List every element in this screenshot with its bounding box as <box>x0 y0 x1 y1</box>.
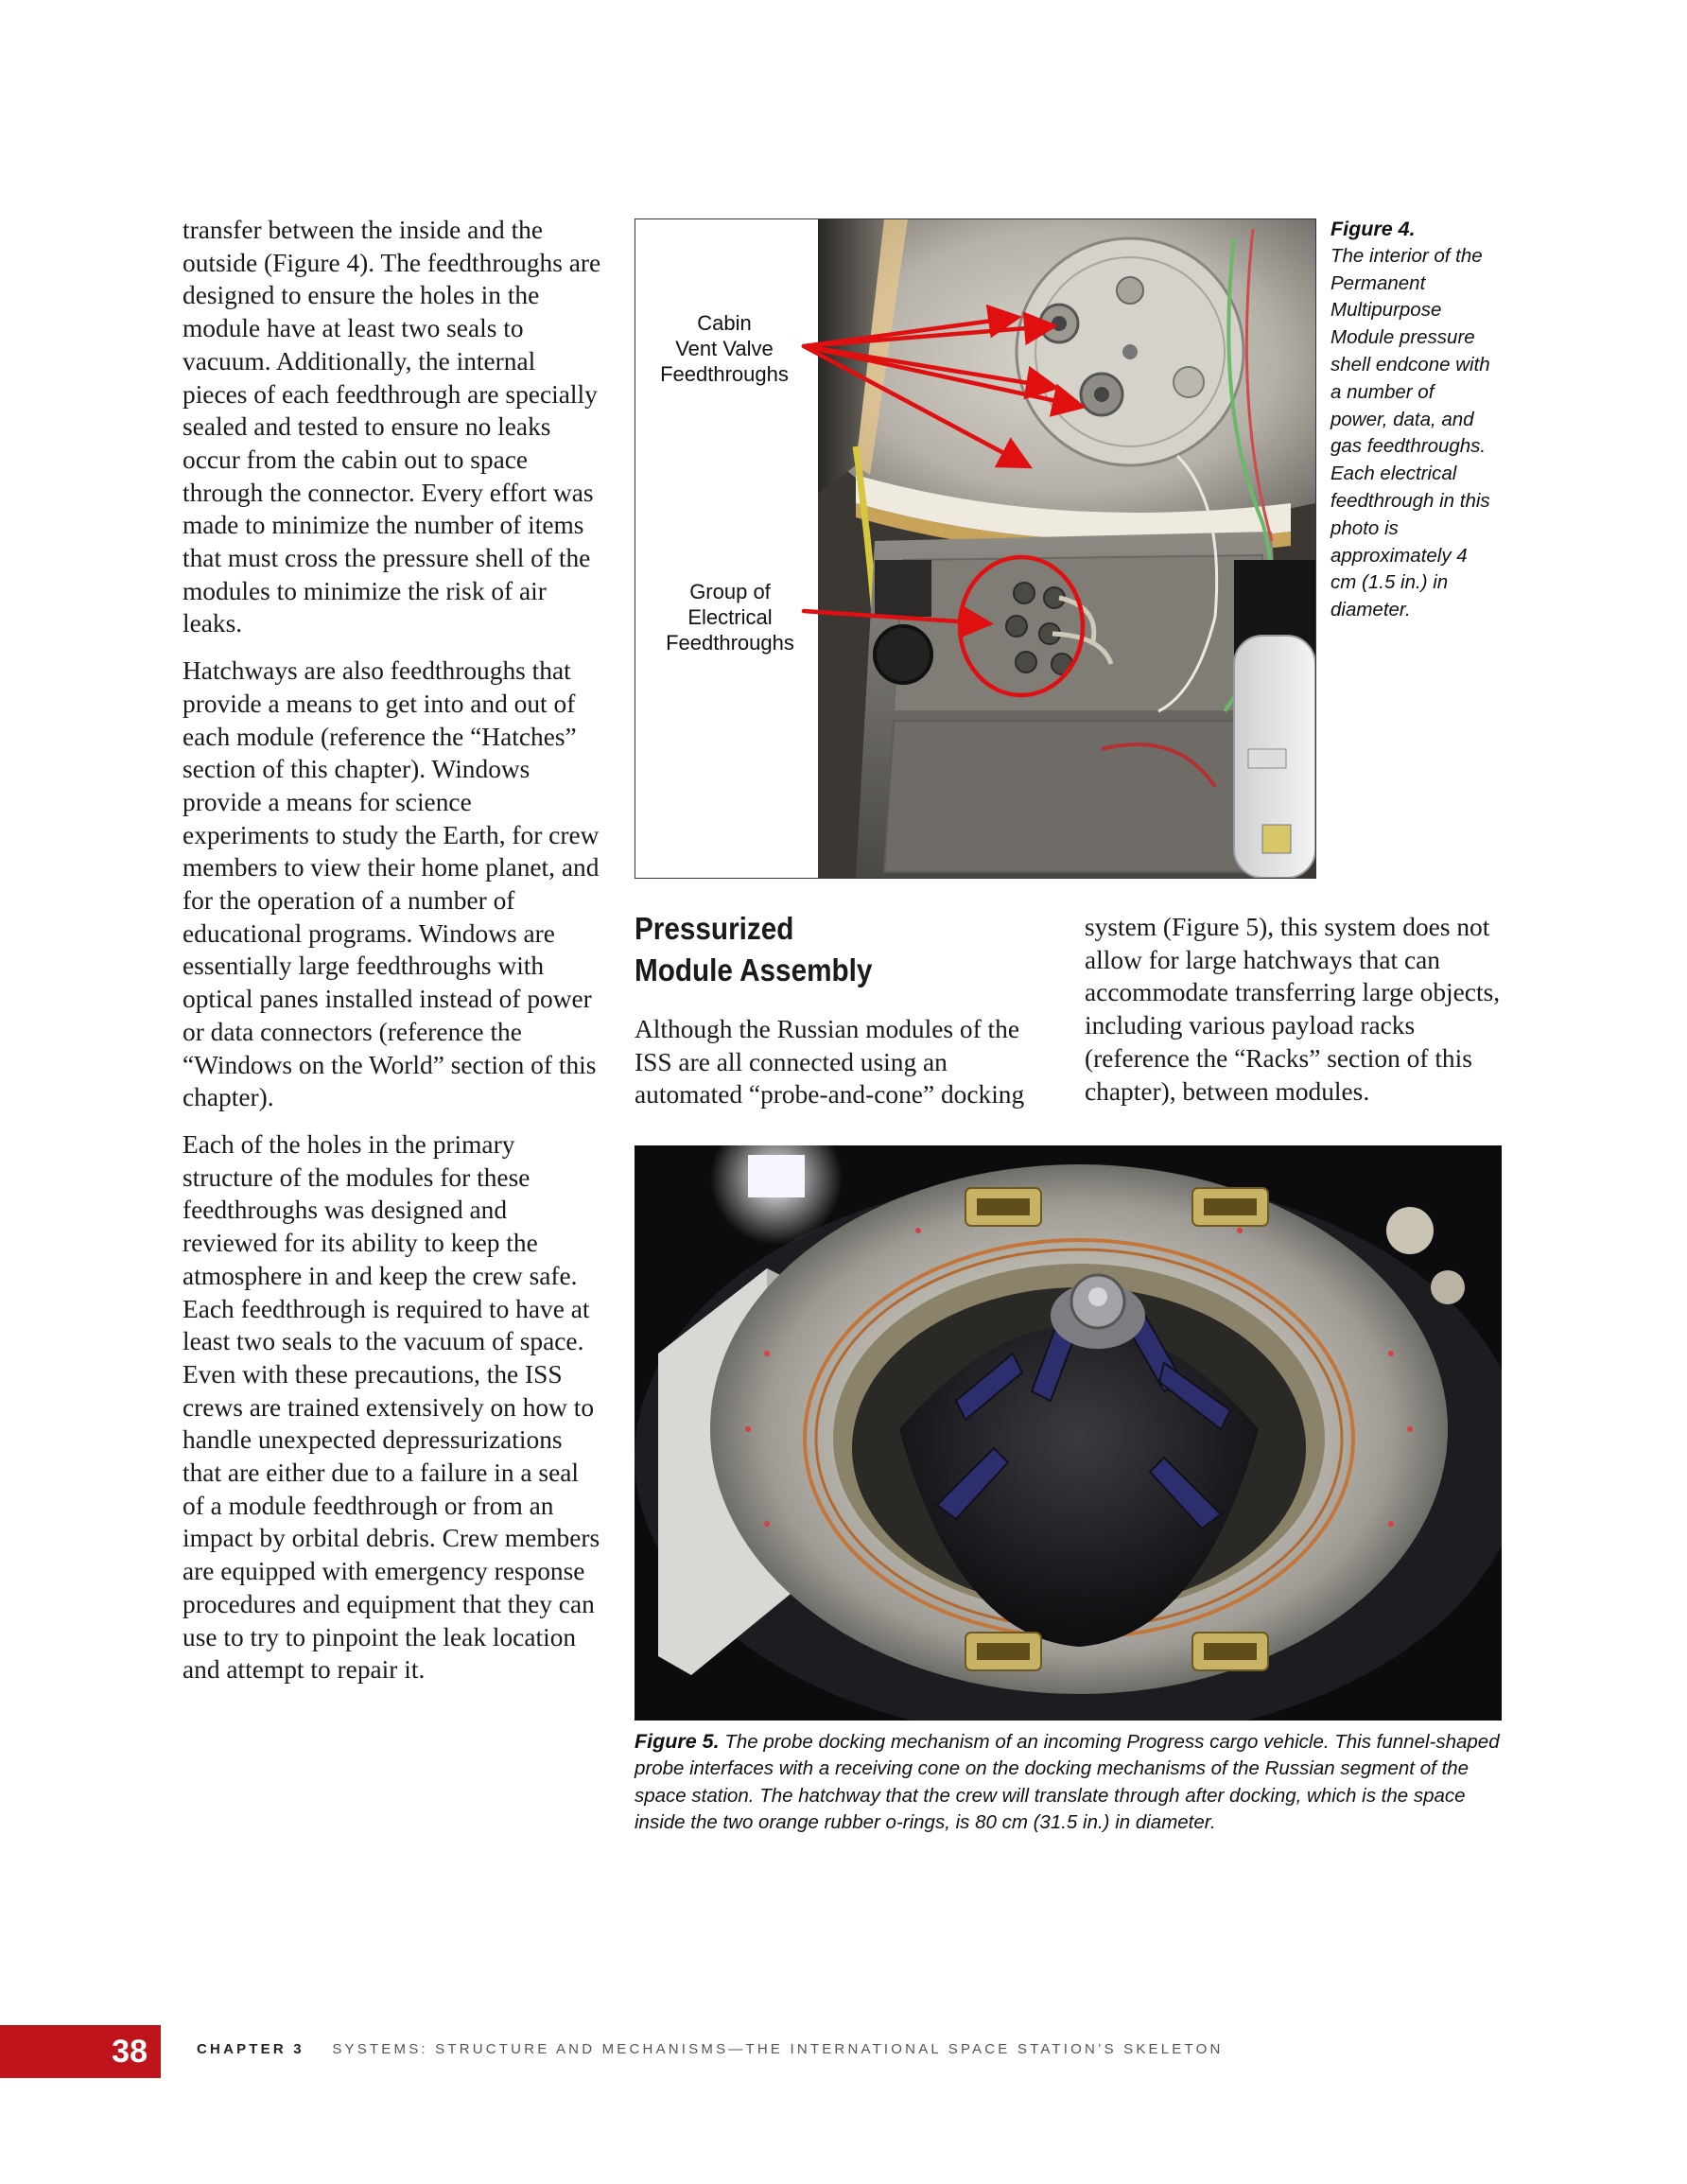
label-cabin-line-1: Cabin <box>697 311 752 335</box>
figure-4-photo <box>818 219 1315 878</box>
label-cabin-vent-valve <box>630 310 819 387</box>
figure-4-caption-text: The interior of the Permanent Multipurpose Module pressure shell endcone with a number of power, data, and gas feedthroughs. Each electrical feedthrough in this photo is approximately 4 cm (1.5 in.) in diameter. <box>1330 244 1490 621</box>
figure-5-caption-text: The probe docking mechanism of an incoming Progress cargo vehicle. This funnel-shaped probe interfaces with a receiving cone on the docking mechanisms of the Russian segment of the space station. The hatchway that the crew will translate through after docking, which is the space inside the two orange rubber o-rings, is 80 cm (31.5 in.) in diameter. <box>635 1731 1500 1834</box>
label-cabin-line-2: Vent Valve <box>675 337 774 360</box>
page-number: 38 <box>112 2034 148 2070</box>
label-electrical-feedthroughs <box>635 579 825 655</box>
paragraph-russian-modules: Although the Russian modules of the ISS are all connected using an automated “probe-and-cone” docking <box>635 1015 1025 1109</box>
label-electrical-line-3: Feedthroughs <box>666 631 794 655</box>
paragraph-holes-safety: Each of the holes in the primary structure of the modules for these feedthroughs was designed and reviewed for its ability to keep the atmosphere in and keep the crew safe. Each feedthrough is required to have at least two seals to the vacuum of space. Even with these precautions, the ISS crews are trained extensively on how to handle unexpected depressurizations that are either due to a failure in a seal of a module feedthrough or from an impact by orbital debris. Crew members are equipped with emergency response procedures and equipment that they can use to try to pinpoint the leak location and attempt to repair it. <box>183 1129 600 1685</box>
figure-5-photo <box>635 1145 1502 1721</box>
label-cabin-line-3: Feedthroughs <box>660 362 789 386</box>
figure-5-number: Figure 5. <box>635 1730 720 1753</box>
footer-title: SYSTEMS: STRUCTURE AND MECHANISMS—THE INTERNATIONAL SPACE STATION’S SKELETON <box>332 2041 1224 2057</box>
footer-chapter: CHAPTER 3 <box>197 2041 304 2057</box>
figure-4-caption <box>1330 216 1491 624</box>
figure-4 <box>635 218 1316 879</box>
footer-separator <box>311 2041 325 2057</box>
label-electrical-line-2: Electrical <box>687 605 773 629</box>
paragraph-feedthrough-seals: transfer between the inside and the outside (Figure 4). The feedthroughs are designed to ensure the holes in the module have at least two seals to vacuum. Additionally, the internal pieces of each feedthrough are specially sealed and tested to ensure no leaks occur from the cabin out to space through the connector. Every effort was made to minimize the number of items that must cross the pressure shell of the modules to minimize the risk of air leaks. <box>183 216 601 638</box>
figure-4-number: Figure 4. <box>1330 218 1416 240</box>
label-electrical-line-1: Group of <box>689 580 771 603</box>
left-column <box>183 214 603 1701</box>
paragraph-hatchways-windows: Hatchways are also feedthroughs that provide a means to get into and out of each module (reference the “Hatches” section of this chapter). Windows provide a means for science experiments to study the Earth, for crew members to view their home planet, and for the operation of a number of educational programs. Windows are essentially large feedthroughs with optical panes installed instead of power or data connectors (reference the “Windows on the World” section of this chapter). <box>183 656 600 1112</box>
running-footer <box>197 2041 1224 2057</box>
paragraph-docking-system: system (Figure 5), this system does not allow for large hatchways that can accommodate transferring large objects, including various payload racks (reference the “Racks” section of this chapter), between modules. <box>1085 913 1501 1106</box>
section-heading: Pressurized Module Assembly <box>635 911 873 987</box>
page-number-box <box>0 2025 161 2078</box>
figure-5-caption <box>635 1728 1502 1837</box>
